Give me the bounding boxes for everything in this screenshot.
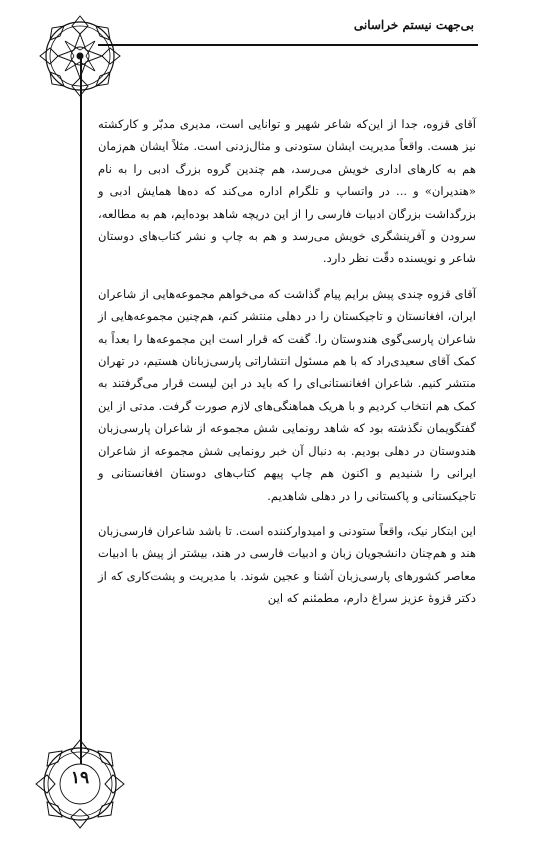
- paragraph-2: آقای قزوه چندی پیش برایم پیام گذاشت که می‌خواهم مجموعه‌هایی از شاعران ایران، افغانستان و تاجیکستان را در دهلی منتشر کنم، هم‌چنین مجموعه‌هایی از شاعران پارسی‌گوی هندوستان را. گفت که قرار است این مجموعه‌ها را بعداً به کمک آقای سعیدی‌راد که با هم مسئول انتشاراتی پارسی‌زبانان هستیم، در تهران منتشر کنیم. شاعران افغانستانی‌ای را که باید در این لیست قرار می‌گرفتند به کمک هم انتخاب کردیم و با هریک هماهنگی‌های لازم صورت گرفت. مدتی از این گفتگویمان نگذشته بود که شاهد رونمایی شش مجموعه از شاعران پارسی‌زبان هندوستان در دهلی بودیم. به دنبال آن خبر رونمایی شش مجموعه از شاعران ایرانی را شنیدیم و اکنون هم چاپ پیهم کتاب‌های دوستان افغانستانی و تاجیکستانی و پاکستانی را در دهلی شاهدیم.: [98, 286, 476, 503]
- page-number: ۱۹: [70, 768, 90, 788]
- header-rule: [98, 44, 478, 46]
- paragraph-1: آقای قزوه، جدا از این‌که شاعر شهیر و توانایی است، مدیری مدبّر و کارکشته نیز هست. واقعاً مدیریت ایشان ستودنی و مثال‌زدنی است. مثلاً ایشان هم‌زمان هم به کارهای اداری خویش می‌رسد، هم چندین گروه بزرگ ادبی را به نام «هندیران» و ... در واتساپ و تلگرام اداره می‌کند که ده‌ها همایش ادبی و بزرگداشت بزرگان ادبیات فارسی را از این دریچه شاهد بوده‌ایم، هم به مطالعه، سرودن و آفرینشگری خویش می‌رسد و هم به چاپ و نشر کتاب‌های دوستان شاعر و نویسنده دقّت نظر دارد.: [98, 117, 476, 266]
- top-rosette-ornament: [24, 12, 136, 98]
- margin-rule: [80, 56, 82, 786]
- body-text: [98, 113, 476, 623]
- paragraph-3: این ابتکار نیک، واقعاً ستودنی و امیدوارکننده است. تا باشد شاعران فارسی‌زبان هند و هم‌چنان دانشجویان زبان و ادبیات فارسی در هند، بیشتر از پیش با ادبیات معاصر کشورهای پارسی‌زبان آشنا و عجین شوند. با مدیریت و پشت‌کاری که از دکتر قزوهٔ عزیز سراغ دارم، مطمئنم که این: [98, 523, 476, 606]
- page-header-title: بی‌جهت نیستم خراسانی: [353, 18, 474, 32]
